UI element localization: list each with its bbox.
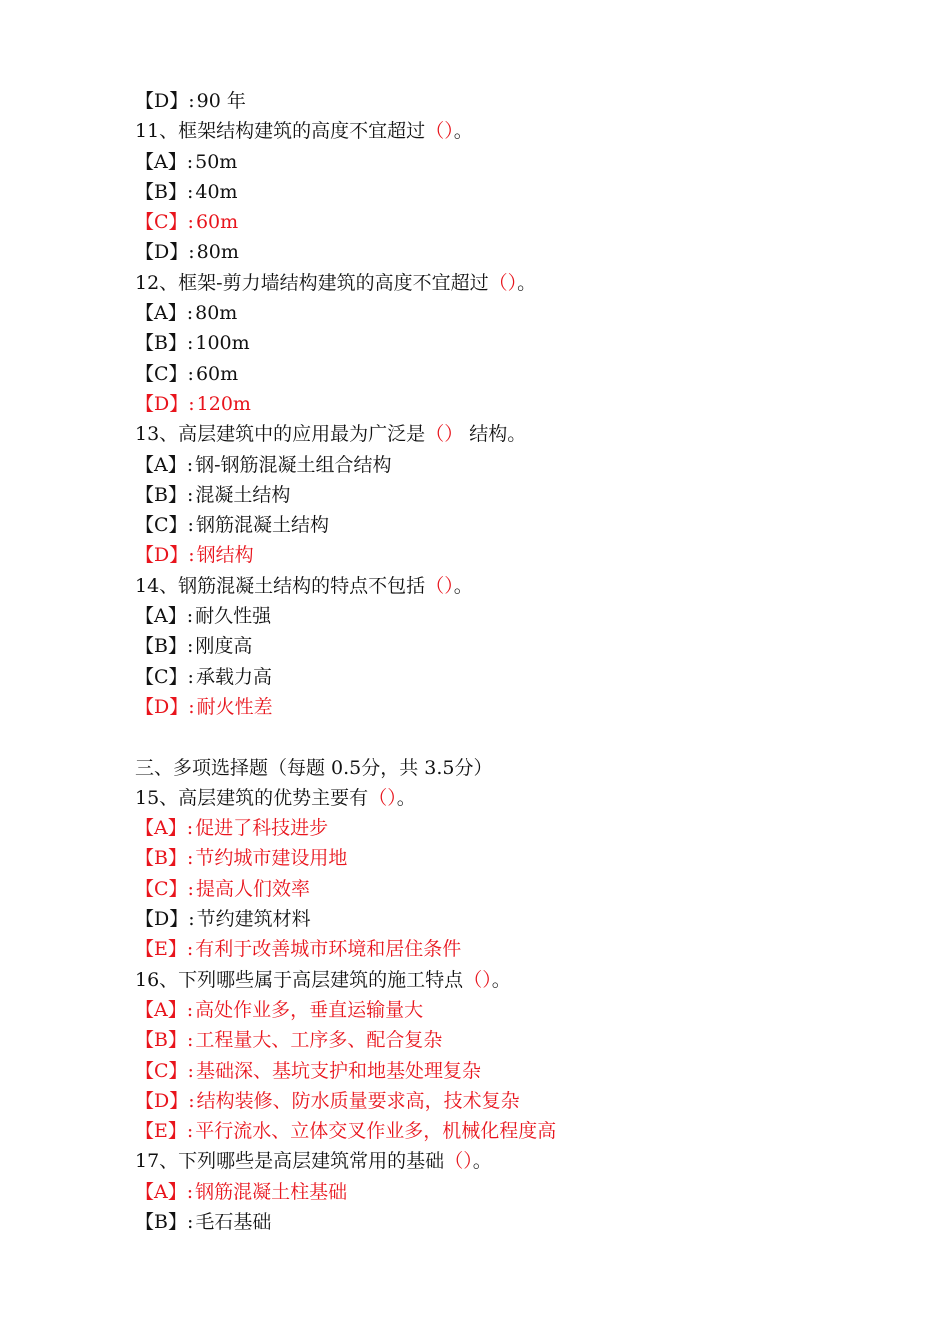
option-text: 节约建筑材料: [196, 908, 311, 931]
option-text: 承载力高: [195, 665, 272, 688]
option-text: 50m: [195, 150, 238, 173]
option-text: 平行流水、立体交叉作业多，机械化程度高: [195, 1120, 557, 1143]
option-correct: [135, 1116, 895, 1146]
exam-content: [135, 86, 895, 1237]
option-key: 【B】:: [135, 635, 194, 658]
option-text: 刚度高: [195, 635, 253, 658]
option-text: 90 年: [196, 90, 246, 112]
option-correct: [135, 692, 895, 722]
question-suffix: 。: [396, 786, 416, 809]
option-key: 【C】:: [135, 211, 194, 234]
option-correct: [135, 1056, 895, 1086]
answer-blank: （）: [425, 574, 454, 597]
blank-spacer: [135, 722, 895, 752]
option-key: 【B】:: [135, 1210, 194, 1233]
answer-blank: （）: [425, 120, 454, 143]
question-text: 17、下列哪些是高层建筑常用的基础: [135, 1150, 445, 1173]
option-key: 【A】:: [135, 150, 194, 173]
option-text: 高处作业多，垂直运输量大: [195, 998, 424, 1021]
option-key: 【E】:: [135, 1120, 194, 1143]
question-suffix: 结构。: [463, 423, 527, 446]
option: [135, 237, 895, 267]
option-key: 【D】:: [135, 1089, 195, 1112]
option: [135, 450, 895, 480]
option-key: 【C】:: [135, 877, 194, 900]
option-text: 工程量大、工序多、配合复杂: [195, 1029, 443, 1052]
option-text: 结构装修、防水质量要求高，技术复杂: [196, 1089, 520, 1112]
option-text: 基础深、基坑支护和地基处理复杂: [195, 1059, 481, 1082]
question-suffix: 。: [453, 120, 473, 143]
option-key: 【B】:: [135, 332, 194, 355]
option-key: 【A】:: [135, 302, 194, 325]
option-key: 【D】:: [135, 90, 195, 112]
option-text: 有利于改善城市环境和居住条件: [195, 938, 462, 961]
option-key: 【C】:: [135, 1059, 194, 1082]
option-text: 60m: [195, 362, 239, 385]
option: [135, 147, 895, 177]
option-correct: [135, 540, 895, 570]
question-suffix: 。: [472, 1150, 492, 1173]
option-key: 【A】:: [135, 1180, 194, 1203]
question-text: 11、框架结构建筑的高度不宜超过: [135, 120, 426, 143]
option-text: 毛石基础: [195, 1210, 272, 1233]
option-key: 【D】:: [135, 544, 195, 567]
option-key: 【E】:: [135, 938, 194, 961]
option-text: 促进了科技进步: [195, 817, 329, 840]
option-key: 【B】:: [135, 483, 194, 506]
option: [135, 1207, 895, 1237]
option-key: 【A】:: [135, 605, 194, 628]
option-key: 【A】:: [135, 998, 194, 1021]
option-key: 【C】:: [135, 514, 194, 537]
question-text: 16、下列哪些属于高层建筑的施工特点: [135, 968, 464, 991]
option-text: 耐久性强: [195, 605, 272, 628]
option-key: 【D】:: [135, 695, 195, 718]
option-correct: [135, 1086, 895, 1116]
question-stem: [135, 1146, 895, 1176]
question-stem: [135, 571, 895, 601]
option-text: 80m: [195, 302, 238, 325]
option-correct: [135, 874, 895, 904]
option-correct: [135, 995, 895, 1025]
option-correct: [135, 934, 895, 964]
option-key: 【D】:: [135, 908, 195, 931]
question-stem: [135, 419, 895, 449]
option-correct: [135, 1025, 895, 1055]
question-text: 14、钢筋混凝土结构的特点不包括: [135, 574, 426, 597]
option: [135, 328, 895, 358]
option: [135, 480, 895, 510]
question-text: 15、高层建筑的优势主要有: [135, 786, 369, 809]
option-key: 【D】:: [135, 392, 195, 415]
option-text: 80m: [196, 241, 239, 264]
option: [135, 510, 895, 540]
option-text: 钢结构: [196, 544, 254, 567]
answer-blank: （）: [463, 968, 492, 991]
option-text: 耐火性差: [196, 695, 273, 718]
option-correct: [135, 389, 895, 419]
option-text: 节约城市建设用地: [195, 847, 348, 870]
question-suffix: 。: [517, 271, 537, 294]
option-key: 【C】:: [135, 362, 194, 385]
option-correct: [135, 813, 895, 843]
option-correct: [135, 843, 895, 873]
answer-blank: （）: [368, 786, 397, 809]
question-stem: [135, 783, 895, 813]
question-stem: [135, 116, 895, 146]
option-key: 【A】:: [135, 817, 194, 840]
option-key: 【D】:: [135, 241, 195, 264]
option: [135, 662, 895, 692]
option-text: 120m: [196, 392, 251, 415]
answer-blank: （）: [425, 423, 464, 446]
question-text: 13、高层建筑中的应用最为广泛是: [135, 423, 426, 446]
option-text: 100m: [195, 332, 250, 355]
question-suffix: 。: [491, 968, 511, 991]
option: [135, 904, 895, 934]
section-heading: 三、多项选择题（每题 0.5分，共 3.5分）: [135, 756, 493, 779]
option-key: 【B】:: [135, 1029, 194, 1052]
option: [135, 601, 895, 631]
option-text: 钢筋混凝土柱基础: [195, 1180, 348, 1203]
option-correct: [135, 207, 895, 237]
option-text: 提高人们效率: [195, 877, 310, 900]
option-key: 【B】:: [135, 180, 194, 203]
question-text: 12、框架-剪力墙结构建筑的高度不宜超过: [135, 271, 489, 294]
question-stem: [135, 965, 895, 995]
answer-blank: （）: [488, 271, 518, 294]
option-correct: [135, 1177, 895, 1207]
option-text: 混凝土结构: [195, 483, 291, 506]
option-text: 钢-钢筋混凝土组合结构: [195, 453, 392, 476]
question-stem: [135, 268, 895, 298]
option-key: 【B】:: [135, 847, 194, 870]
option-key: 【A】:: [135, 453, 194, 476]
answer-blank: （）: [444, 1150, 473, 1173]
option: [135, 86, 895, 116]
question-suffix: 。: [453, 574, 473, 597]
option-text: 40m: [195, 180, 238, 203]
option: [135, 359, 895, 389]
option: [135, 177, 895, 207]
option-key: 【C】:: [135, 665, 194, 688]
option-text: 60m: [195, 211, 239, 234]
option: [135, 631, 895, 661]
option: [135, 298, 895, 328]
option-text: 钢筋混凝土结构: [195, 514, 329, 537]
